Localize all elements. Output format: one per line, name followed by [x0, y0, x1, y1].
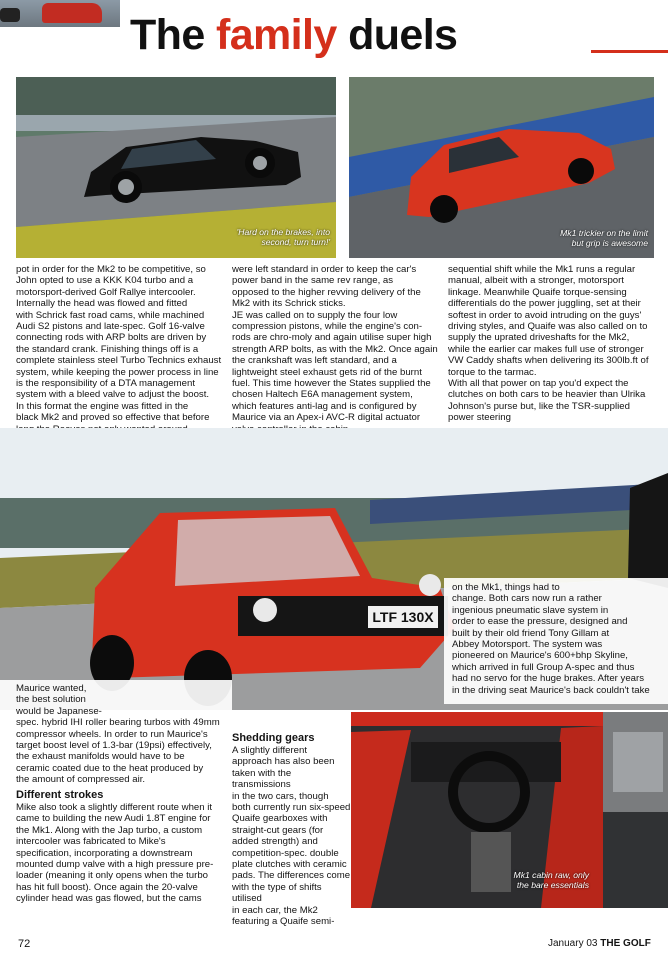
right-edge-detail — [613, 732, 663, 792]
title-word-family: family — [216, 11, 337, 59]
photo-mk1-cabin — [351, 712, 603, 908]
page-number: 72 — [18, 938, 31, 950]
caption-cabin: Mk1 cabin raw, only the bare essentials — [513, 870, 589, 891]
issue-footer — [548, 938, 651, 949]
magazine-name: THE GOLF — [600, 938, 651, 949]
title-rule — [591, 50, 668, 53]
right-edge-dark — [603, 812, 668, 908]
caption-red-car: Mk1 trickier on the limit but grip is awesome — [560, 228, 648, 249]
page-title — [130, 10, 457, 60]
photo-right-edge — [603, 712, 668, 908]
photo-black-mk2 — [16, 77, 336, 258]
header-inset-photo — [0, 0, 120, 27]
heading-different-strokes: Different strokes — [16, 789, 104, 801]
issue-date: January 03 — [548, 938, 598, 949]
inset-dark-car — [0, 8, 20, 22]
left-low-text-b: Mike also took a slightly different route when it came to building the new Audi 1.8T engine for the Mk1. Along with the Jap turbo, a custom intercooler was fabricated to Mike's specification, incorporating a downstream mounted dump valve with a high pressure pre- loader (meaning it only opens when the turbo has hit full boost). Once again the 20-valve cylinder head was gas flowed, but the cams — [16, 802, 214, 905]
left-low-text-a: Maurice wanted, the best solution would be Japanese- spec. hybrid IHI roller bearing turbos with 49mm compressor wheels. In order to run Maurice's target boost level of 1.3-bar (19psi) effectively, the exhaust manifolds would have to be ceramic coated due to the heat produced by the amount of compressed air. — [16, 683, 220, 786]
gears-text: A slightly different approach has also been taken with the transmissions in the two cars, though both currently run six-speed Quaife gearboxes with straight-cut gears (for added strength) and competition-spec. double plate clutches with ceramic pads. The differences come with the type of shifts utilised in each car, the Mk2 featuring a Quaife semi- — [232, 745, 351, 928]
title-word-duels: duels — [348, 11, 458, 59]
number-plate: LTF 130X — [372, 609, 434, 625]
title-word-the: The — [130, 11, 205, 59]
right-mid-text: on the Mk1, things had to change. Both cars now run a rather ingenious pneumatic slave system in order to ease the pressure, designed and built by their old friend Tony Gillam at Abbey Motorsport. The system was pioneered on Maurice's 600+bhp Skyline, which arrived in full Group A-spec and thus had no servo for the huge brakes. After years in the driving seat Maurice's back couldn't take — [452, 582, 650, 696]
caption-black-car: 'Hard on the brakes, into second, turn turn!' — [236, 227, 330, 248]
inset-red-car — [42, 3, 102, 23]
article-col1-text: pot in order for the Mk2 to be competitive, so John opted to use a KKK K04 turbo and a motorsport-derived Golf Rallye intercooler. Internally the head was flowed and fitted with Schrick fast road cams, while machined Audi S2 pistons and late-spec. Golf 16-valve connecting rods with ARP bolts are driven by the standard crank. Finishing things off is a complete stainless steel Turbo Technics exhaust system, while keeping the power process in line is the responsibility of a DTA management system with a bleed valve to adjust the boost. In this format the engine was fitted in the black Mk2 and proved so effective that before — [16, 264, 222, 424]
article-col3-text: sequential shift while the Mk1 runs a regular manual, albeit with a stronger, motorsport linkage. Meanwhile Quaife torque-sensing differentials do the power juggling, set at their softest in order to avoid intruding on the guys' driving styles, and Quaife was also called on to supply the uprated driveshafts for the Mk2, while the earlier car makes full use of stronger VW Caddy shafts when delivering its 300lb.ft of torque to the tarmac. With all that power on tap you'd expect the clutches on both cars to be heavier than Ulrika Johnson's purse but, like the TSR-supplied power steering — [448, 264, 649, 424]
article-col2-text: were left standard in order to keep the car's power band in the same rev range, as opposed to the higher revving delivery of the Mk2 with its Schrick sticks. JE was called on to supply the four low compression pistons, while the engine's con- rods are chro-moly and again utilise super high strength ARP bolts, as with the Mk2. Once again the crankshaft was left standard, and a lightweight steel exhaust gets rid of the burnt fuel. This time however the States supplied the chosen Haltech E6A management system, which features anti-lag and is configured by Maurice via an Apex-i AVC-R digital actuator — [232, 264, 438, 424]
photo-red-mk1 — [349, 77, 654, 258]
heading-shedding-gears: Shedding gears — [232, 732, 315, 744]
